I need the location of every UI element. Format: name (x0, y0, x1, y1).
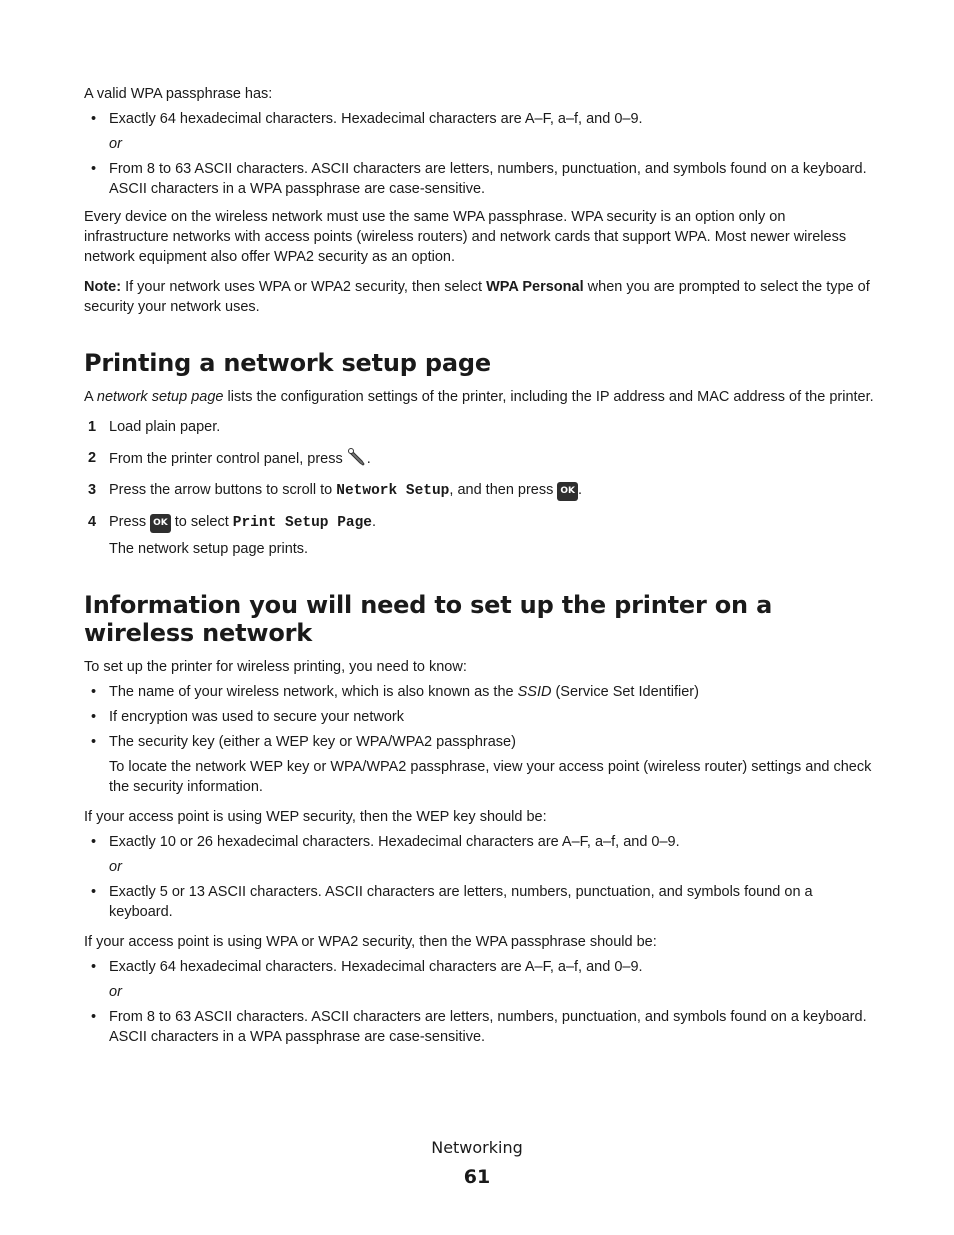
or-separator: or (109, 984, 122, 1000)
list-item: • Exactly 64 hexadecimal characters. Hexadecimal characters are A–F, a–f, and 0–9. (91, 959, 643, 975)
step: 3 Press the arrow buttons to scroll to Network Setup, and then press OK . (88, 482, 583, 499)
wep-list (84, 832, 874, 852)
list-item: • From 8 to 63 ASCII characters. ASCII characters are letters, numbers, punctuation, and symbols found on a keyboard. ASCII characters in a WPA passphrase are case-sensitive. (91, 161, 867, 197)
note-label: Note: (84, 279, 122, 295)
list-item: • The name of your wireless network, which is also known as the SSID (Service Set Identifier) (91, 684, 699, 700)
or-separator: or (109, 136, 122, 152)
page-body (84, 84, 874, 1052)
bullet-icon: • (91, 161, 97, 177)
step: 4 Press OK to select Print Setup Page. (88, 514, 377, 531)
section-heading-info: Information you will need to set up the printer on a wireless network (84, 591, 773, 647)
info-subnote: To locate the network WEP key or WPA/WPA2 passphrase, view your access point (wireless router) settings and check the security information. (109, 759, 872, 795)
bullet-icon: • (91, 959, 97, 975)
wpa-list-2 (84, 1007, 874, 1047)
wep-list-2 (84, 882, 874, 922)
info-list (84, 682, 874, 752)
wrench-icon (347, 448, 367, 466)
ok-button-icon: OK (557, 482, 578, 501)
menu-code: Network Setup (336, 483, 450, 499)
info-lead: To set up the printer for wireless printing, you need to know: (84, 659, 467, 675)
or-separator: or (109, 859, 122, 875)
wpa-list (84, 957, 874, 977)
wpa-intro-list-2 (84, 159, 874, 199)
ok-button-icon: OK (150, 514, 171, 533)
bullet-icon: • (91, 684, 97, 700)
wpa-lead-2: If your access point is using WPA or WPA2 security, then the WPA passphrase should be: (84, 934, 657, 950)
setup-intro: A network setup page lists the configuration settings of the printer, including the IP address and MAC address of the printer. (84, 389, 874, 405)
page-number: 61 (463, 1166, 491, 1188)
section-heading-setup-page: Printing a network setup page (84, 349, 491, 377)
wpa-lead: A valid WPA passphrase has: (84, 86, 273, 102)
wpa-paragraph: Every device on the wireless network must use the same WPA passphrase. WPA security is an option only on infrastructure networks with access points (wireless routers) and network cards that support WPA. Most newer wireless network equipment also offer WPA2 security as an option. (84, 209, 847, 265)
bullet-icon: • (91, 884, 97, 900)
list-item: • Exactly 64 hexadecimal characters. Hexadecimal characters are A–F, a–f, and 0–9. (91, 111, 643, 127)
wpa-intro-list (84, 109, 874, 129)
note: Note: If your network uses WPA or WPA2 security, then select WPA Personal when you are prompted to select the type of security your network uses. (84, 279, 870, 315)
bullet-icon: • (91, 709, 97, 725)
setup-result: The network setup page prints. (109, 541, 309, 557)
list-item: • Exactly 10 or 26 hexadecimal characters. Hexadecimal characters are A–F, a–f, and 0–9. (91, 834, 680, 850)
bullet-icon: • (91, 734, 97, 750)
list-item: • If encryption was used to secure your network (91, 709, 404, 725)
list-item: • The security key (either a WEP key or WPA/WPA2 passphrase) (91, 734, 516, 750)
note-bold: WPA Personal (486, 279, 584, 295)
list-item: • Exactly 5 or 13 ASCII characters. ASCII characters are letters, numbers, punctuation, and symbols found on a keyboard. (91, 884, 813, 920)
list-item: • From 8 to 63 ASCII characters. ASCII characters are letters, numbers, punctuation, and symbols found on a keyboard. ASCII characters in a WPA passphrase are case-sensitive. (91, 1009, 867, 1045)
footer-section-name: Networking (431, 1138, 523, 1157)
wep-lead: If your access point is using WEP security, then the WEP key should be: (84, 809, 547, 825)
step: 2 From the printer control panel, press . (88, 450, 371, 467)
step: 1 Load plain paper. (88, 419, 221, 435)
menu-code: Print Setup Page (232, 515, 373, 531)
bullet-icon: • (91, 1009, 97, 1025)
bullet-icon: • (91, 834, 97, 850)
setup-steps (84, 417, 874, 533)
bullet-icon: • (91, 111, 97, 127)
